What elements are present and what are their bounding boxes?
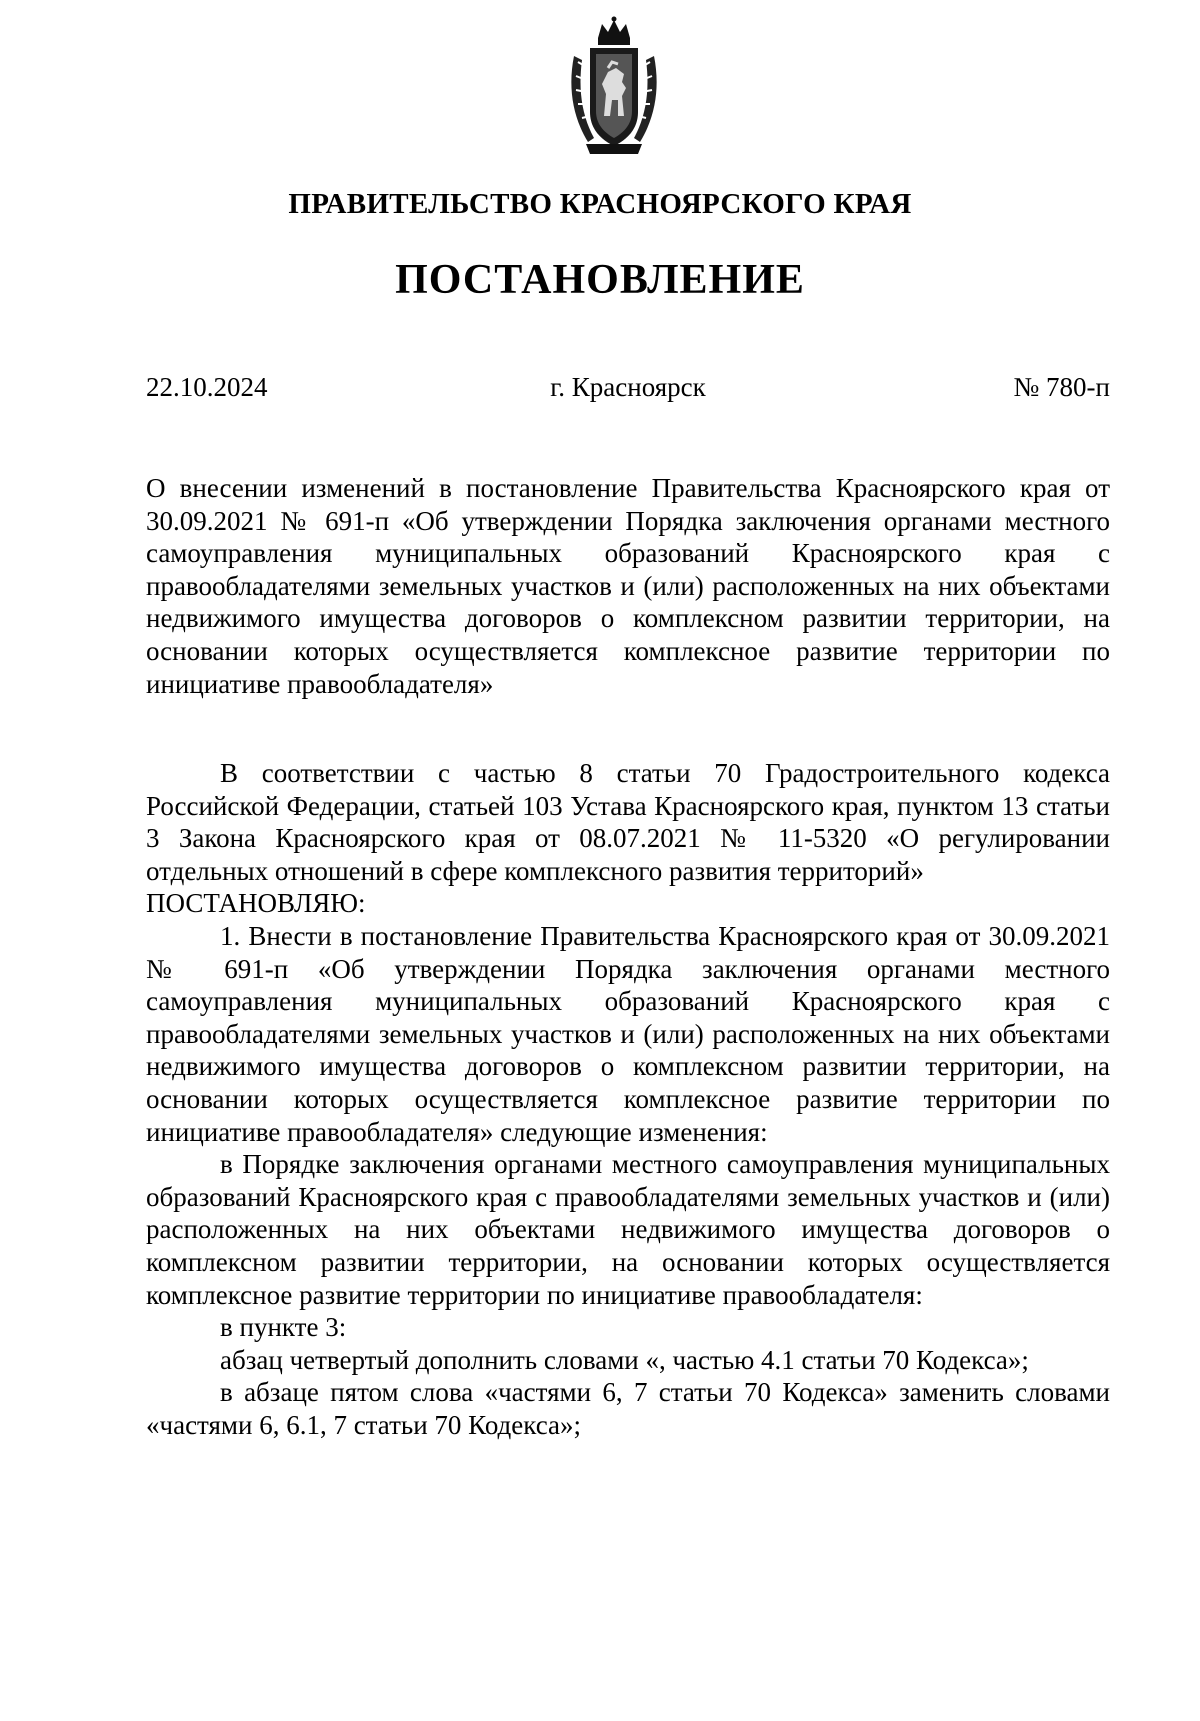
paragraph-4-amendment: абзац четвертый дополнить словами «, частью 4.1 статьи 70 Кодекса»;: [220, 1344, 1029, 1375]
preamble-paragraph: В соответствии с частью 8 статьи 70 Градостроительного кодекса Российской Федерации, статьей 103 Устава Красноярского края, пунктом 13 статьи 3 Закона Красноярского края от 08.07.2021 № 11-5320 «О регулировании отдельных отношений в сфере комплексного развития территорий»: [146, 758, 1110, 886]
document-type-title: ПОСТАНОВЛЕНИЕ: [395, 257, 805, 303]
document-meta-row: [146, 372, 1110, 406]
point-3-paragraph: в пункте 3:: [220, 1312, 347, 1343]
krasnoyarsk-coat-of-arms-icon: [568, 16, 660, 158]
government-title: ПРАВИТЕЛЬСТВО КРАСНОЯРСКОГО КРАЯ: [288, 188, 912, 220]
document-city: г. Красноярск: [550, 372, 706, 402]
item-1-paragraph: 1. Внести в постановление Правительства Красноярского края от 30.09.2021 № 691-п «Об утверждении Порядка заключения органами местного самоуправления муниципальных образований Красноярского края с правообладателями земельных участков и (или) расположенных на них объектами недвижимого имущества договоров о комплексном развитии территории, на основании которых осуществляется комплексное развитие территории по инициативе правообладателя» следующие изменения:: [146, 920, 1110, 1147]
paragraph-5-amendment: в абзаце пятом слова «частями 6, 7 статьи 70 Кодекса» заменить словами «частями 6, 6.1, 7 статьи 70 Кодекса»;: [146, 1377, 1110, 1440]
subject-text: О внесении изменений в постановление Правительства Красноярского края от 30.09.2021 № 691-п «Об утверждении Порядка заключения органами местного самоуправления муниципальных образований Красноярского края с правообладателями земельных участков и (или) расположенных на них объектами недвижимого имущества договоров о комплексном развитии территории, на основании которых осуществляется комплексное развитие территории по инициативе правообладателя»: [146, 473, 1110, 699]
decree-word: ПОСТАНОВЛЯЮ:: [146, 888, 366, 919]
document-number: № 780-п: [1013, 372, 1110, 402]
document-date: 22.10.2024: [146, 372, 268, 402]
document-body: [146, 757, 1110, 1441]
item-1-order-paragraph: в Порядке заключения органами местного самоуправления муниципальных образований Красноярского края с правообладателями земельных участков и (или) расположенных на них объектами недвижимого имущества договоров о комплексном развитии территории, на основании которых осуществляется комплексное развитие территории по инициативе правообладателя:: [146, 1149, 1110, 1310]
document-subject: [146, 472, 1110, 700]
